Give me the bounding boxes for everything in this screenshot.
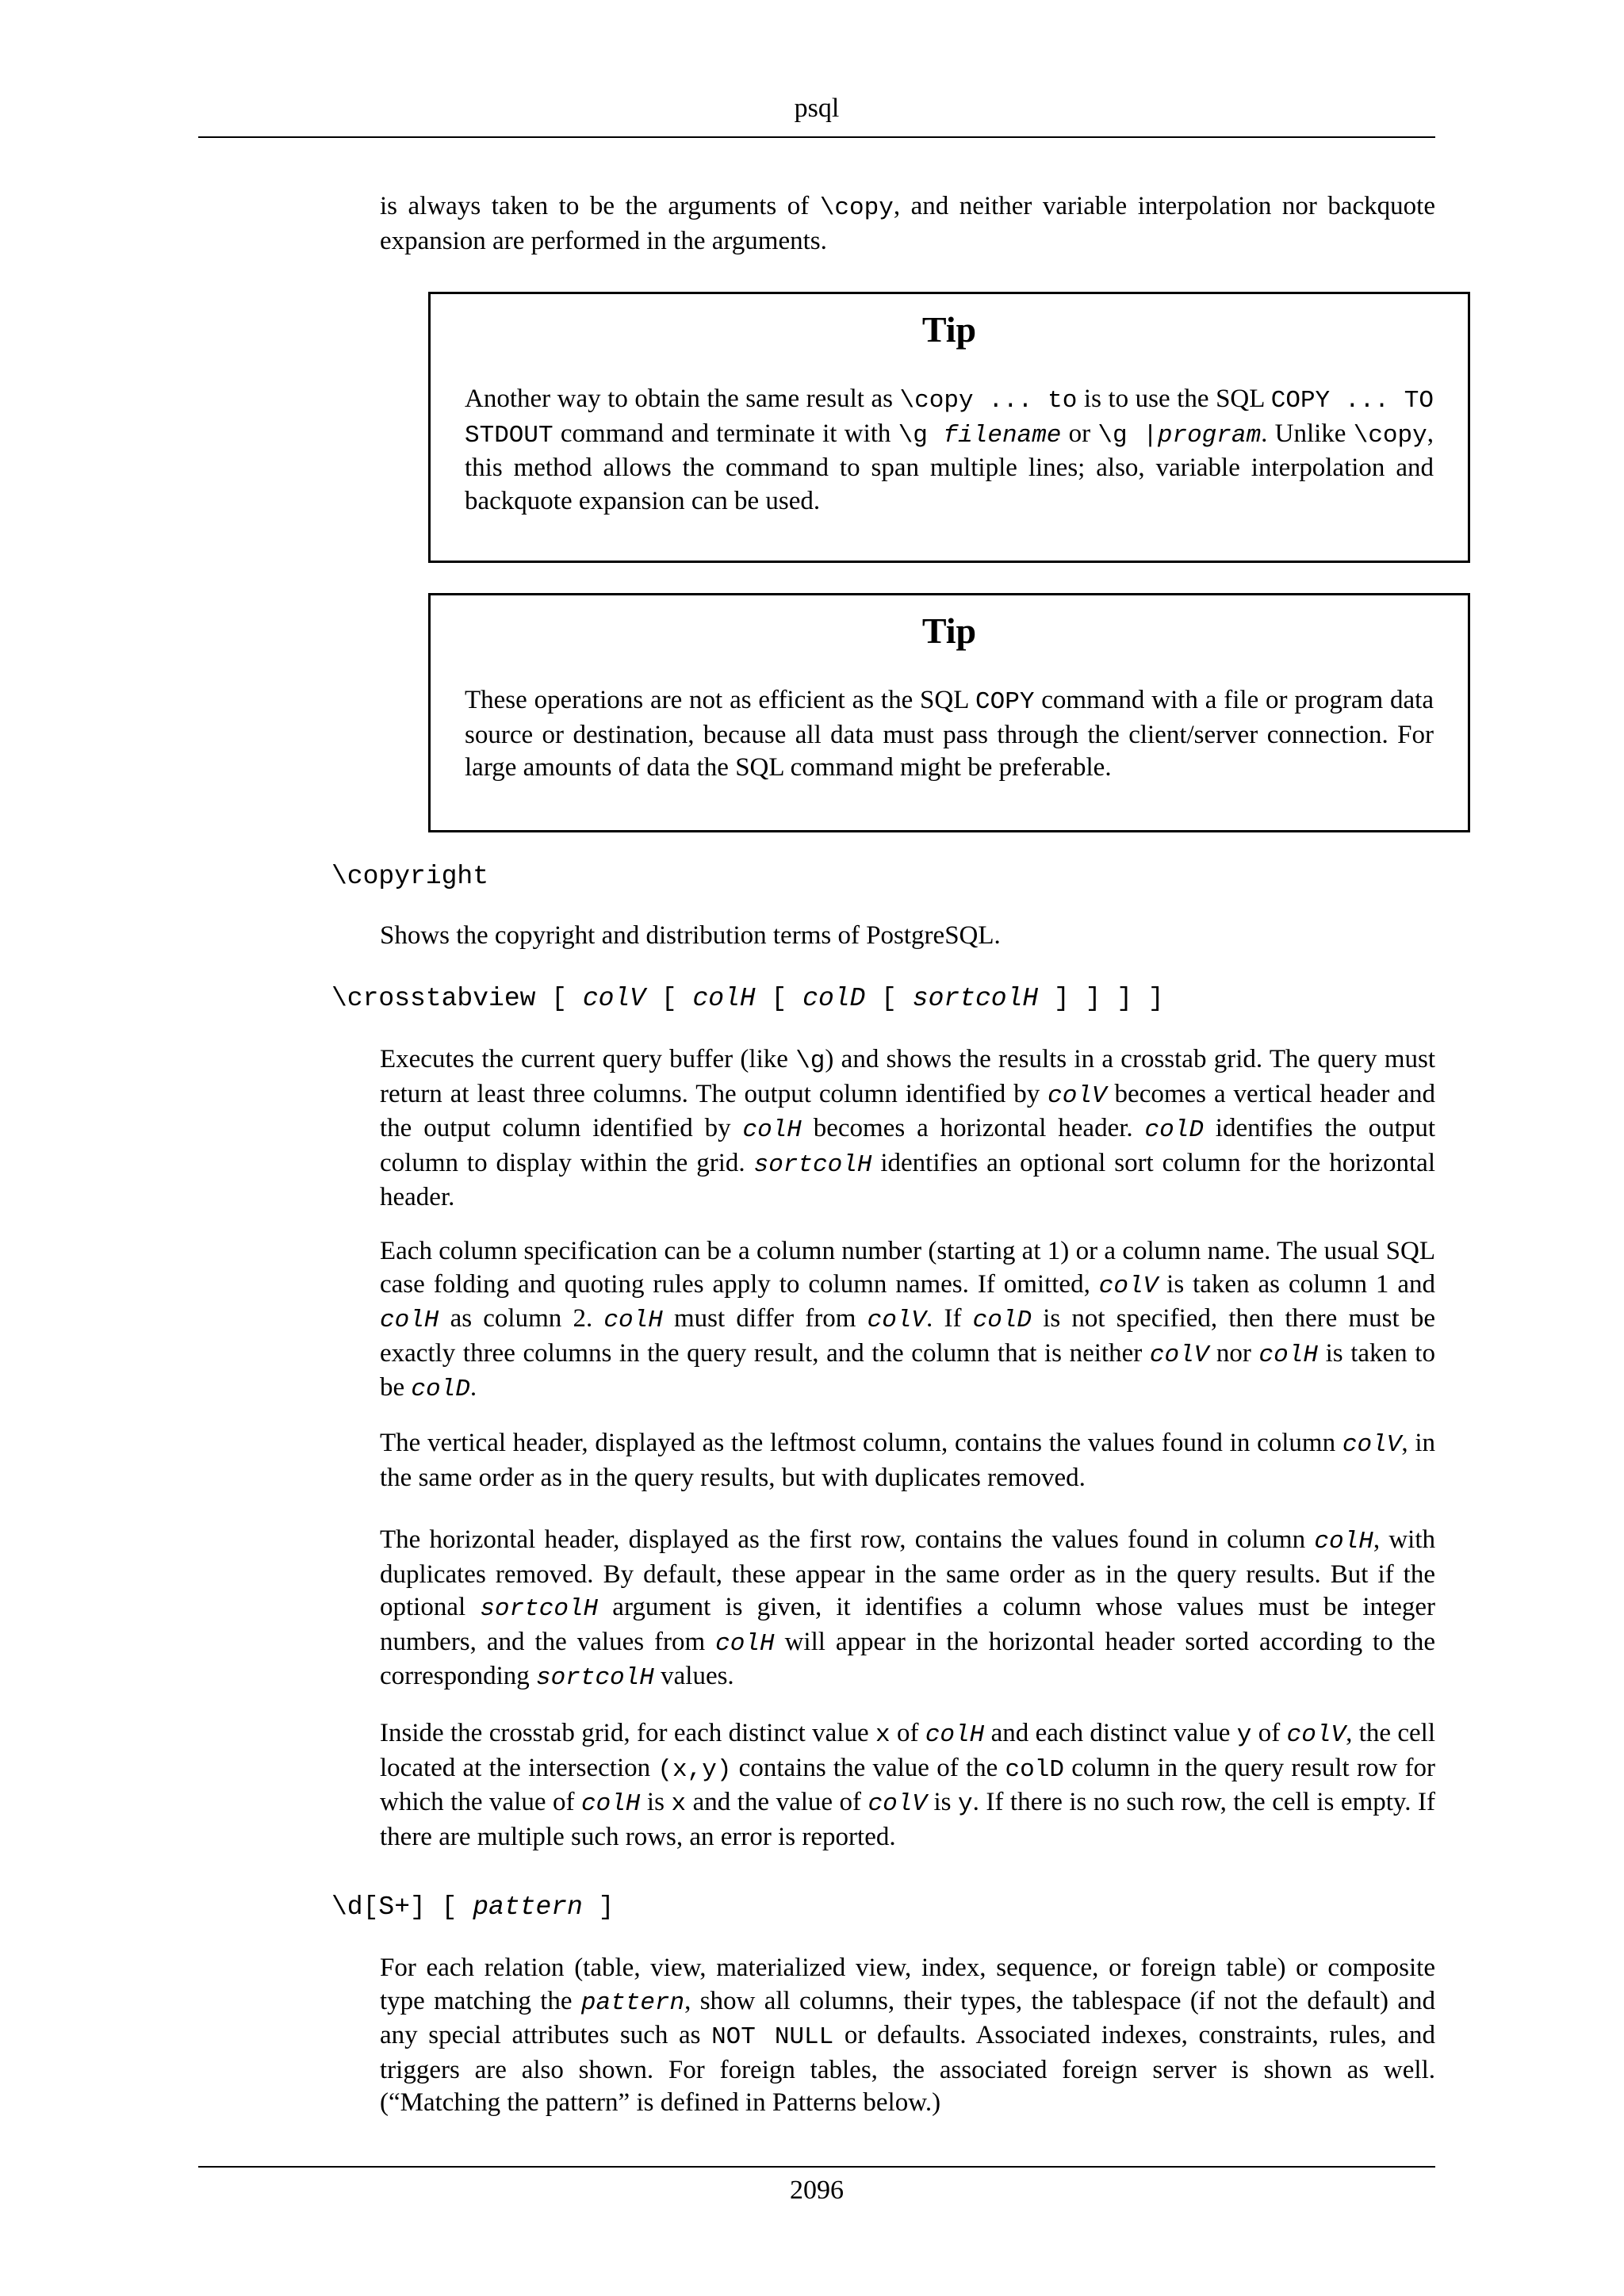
- text-run: as column 2.: [439, 1304, 604, 1333]
- text-run: is not specified, then there must be exactly three columns in the query result, and the column that is neither: [380, 1304, 1435, 1368]
- code-run: \g |: [1097, 421, 1158, 450]
- tip-box-1: [428, 292, 1470, 563]
- code-italic-run: colH: [1258, 1341, 1318, 1369]
- text-run: , show all columns, their types, the tablespace (if not the default) and any special attributes such as: [380, 1986, 1435, 2049]
- text-run: contains the value of the: [731, 1753, 1005, 1782]
- text-run: nor: [1208, 1338, 1259, 1368]
- text-run: becomes a vertical header and the output column identified by: [380, 1079, 1435, 1142]
- term-param: colV: [582, 984, 646, 1013]
- crosstab-paragraph-5: [380, 1717, 1435, 1854]
- text-run: These operations are not as efficient as the SQL: [465, 686, 976, 714]
- text-run: identifies the output column to display within the grid.: [380, 1114, 1436, 1177]
- code-italic-run: filename: [943, 421, 1062, 450]
- text-run: is to use the SQL: [1077, 385, 1271, 413]
- crosstab-paragraph-1: [380, 1043, 1435, 1215]
- term-param: colD: [802, 984, 866, 1013]
- text-run: is taken to be: [380, 1338, 1435, 1402]
- text-run: . If there is no such row, the cell is empty. If there are multiple such rows, an error is reported.: [380, 1788, 1435, 1851]
- text-run: , the cell located at the intersection: [380, 1719, 1435, 1782]
- term-copyright: \copyright: [331, 862, 489, 891]
- code-italic-run: colV: [1342, 1431, 1402, 1459]
- code-italic-run: colV: [867, 1307, 927, 1334]
- code-copy: \copy: [819, 194, 894, 222]
- text-run: . If: [926, 1304, 973, 1333]
- code-italic-run: program: [1157, 421, 1262, 450]
- text-run: command with a file or program data source or destination, because all data must pass through the client/server connection. For large amounts of data the SQL command might be preferable.: [465, 686, 1434, 782]
- term-part: [: [645, 984, 693, 1013]
- code-italic-run: colV: [868, 1790, 927, 1818]
- text-run: becomes a horizontal header.: [801, 1114, 1145, 1142]
- intro-paragraph: [380, 190, 1435, 258]
- text-run: argument is given, it identifies a column whose values must be integer numbers, and the values from: [380, 1593, 1435, 1656]
- code-italic-run: colD: [1144, 1116, 1204, 1144]
- tip-text: [465, 383, 1434, 518]
- footer-rule: [198, 2166, 1435, 2168]
- text-run: will appear in the horizontal header sorted according to the corresponding: [380, 1627, 1436, 1690]
- term-d-command: [331, 1892, 614, 1923]
- term-param: sortcolH: [912, 984, 1039, 1013]
- crosstab-paragraph-2: [380, 1235, 1435, 1406]
- term-param: pattern: [473, 1892, 583, 1922]
- text-run: .: [469, 1373, 477, 1402]
- crosstab-paragraph-3: [380, 1427, 1435, 1494]
- text-run: ) and shows the results in a crosstab grid. The query must return at least three columns. The output column identified by: [380, 1045, 1435, 1108]
- text-run: The horizontal header, displayed as the first row, contains the values found in column: [380, 1525, 1315, 1554]
- tip-title: Tip: [921, 309, 977, 350]
- text-run: Another way to obtain the same result as: [465, 385, 900, 413]
- tip-box-2: [428, 593, 1470, 832]
- code-run: COPY: [975, 688, 1035, 716]
- text-run: command and terminate it with: [553, 419, 898, 448]
- code-run: \copy: [1353, 421, 1427, 450]
- text-run: and the value of: [686, 1788, 868, 1816]
- header-rule: [198, 136, 1435, 138]
- page-number: 2096: [790, 2175, 844, 2205]
- text-run: column in the query result row for which the value of: [380, 1753, 1436, 1816]
- text-run: The vertical header, displayed as the leftmost column, contains the values found in column: [380, 1429, 1342, 1457]
- running-header: psql: [794, 94, 840, 123]
- text-run: For each relation (table, view, materialized view, index, sequence, or foreign table) or composite type matching the: [380, 1954, 1435, 2015]
- text-run: Each column specification can be a column number (starting at 1) or a column name. The usual SQL case folding and quoting rules apply to column names. If omitted,: [380, 1237, 1435, 1299]
- code-run: y: [1236, 1721, 1252, 1749]
- text-run: is taken as column 1 and: [1158, 1269, 1436, 1299]
- term-part: [: [755, 984, 803, 1013]
- term-crosstabview: [331, 983, 1164, 1015]
- text-run: , this method allows the command to span multiple lines; also, variable interpolation and backquote expansion can be used.: [465, 419, 1434, 515]
- code-run: y: [958, 1790, 973, 1818]
- code-italic-run: colH: [580, 1790, 641, 1818]
- copyright-description: Shows the copyright and distribution terms of PostgreSQL.: [380, 921, 1001, 950]
- code-italic-run: colH: [715, 1629, 775, 1658]
- text-run: Inside the crosstab grid, for each distinct value: [380, 1719, 875, 1747]
- code-run: \copy ... to: [899, 387, 1078, 415]
- code-italic-run: colH: [603, 1307, 663, 1334]
- code-italic-run: sortcolH: [536, 1664, 654, 1692]
- text-run: . Unlike: [1261, 419, 1354, 448]
- d-command-paragraph: [380, 1952, 1435, 2120]
- text-run: of: [890, 1719, 925, 1747]
- term-part: ] ] ] ]: [1038, 984, 1164, 1013]
- code-italic-run: colH: [1314, 1528, 1373, 1556]
- code-italic-run: sortcolH: [480, 1595, 599, 1623]
- code-italic-run: colD: [411, 1376, 470, 1403]
- code-run: x: [671, 1790, 687, 1818]
- code-italic-run: colH: [380, 1307, 439, 1334]
- code-run: \g: [795, 1047, 825, 1075]
- term-part: \d[S+] [: [331, 1892, 473, 1922]
- text-run: , and neither variable interpolation nor backquote expansion are performed in the arguments.: [380, 192, 1435, 255]
- code-run: colD: [1005, 1755, 1064, 1784]
- text-run: identifies an optional sort column for the horizontal header.: [380, 1148, 1435, 1211]
- code-run: NOT NULL: [711, 2023, 834, 2051]
- code-run: (x,y): [657, 1755, 732, 1784]
- code-run: COPY ... TO STDOUT: [465, 387, 1434, 450]
- term-part: ]: [582, 1892, 615, 1922]
- tip-title: Tip: [921, 610, 977, 651]
- term-param: colH: [692, 984, 756, 1013]
- text-run: , in the same order as in the query results, but with duplicates removed.: [380, 1429, 1436, 1492]
- code-italic-run: pattern: [580, 1988, 685, 2017]
- text-run: values.: [653, 1662, 734, 1690]
- text-run: is always taken to be the arguments of: [380, 192, 820, 220]
- crosstab-paragraph-4: [380, 1524, 1435, 1695]
- code-run: \g: [898, 421, 944, 450]
- code-italic-run: colV: [1149, 1341, 1209, 1369]
- code-italic-run: colD: [972, 1307, 1032, 1334]
- text-run: or defaults. Associated indexes, constraints, rules, and triggers are also shown. For foreign tables, the associated foreign server is shown as well. (“Matching the pattern” is defined in Patterns below.): [380, 2021, 1436, 2117]
- term-part: \crosstabview [: [331, 984, 583, 1013]
- code-run: x: [875, 1721, 891, 1749]
- code-italic-run: colH: [742, 1116, 802, 1144]
- tip-text: [465, 684, 1434, 785]
- term-part: [: [865, 984, 913, 1013]
- code-italic-run: colV: [1098, 1272, 1159, 1300]
- code-italic-run: sortcolH: [753, 1150, 872, 1179]
- code-italic-run: colV: [1048, 1081, 1107, 1110]
- text-run: and each distinct value: [984, 1719, 1237, 1747]
- code-italic-run: colH: [925, 1721, 985, 1749]
- code-italic-run: colV: [1286, 1721, 1346, 1749]
- text-run: , with duplicates removed. By default, these appear in the same order as in the query results. But if the optional: [380, 1525, 1435, 1621]
- text-run: Executes the current query buffer (like: [380, 1045, 796, 1073]
- text-run: is: [927, 1788, 959, 1816]
- text-run: or: [1061, 419, 1098, 448]
- text-run: must differ from: [662, 1304, 868, 1333]
- text-run: of: [1251, 1719, 1287, 1747]
- text-run: is: [640, 1788, 672, 1816]
